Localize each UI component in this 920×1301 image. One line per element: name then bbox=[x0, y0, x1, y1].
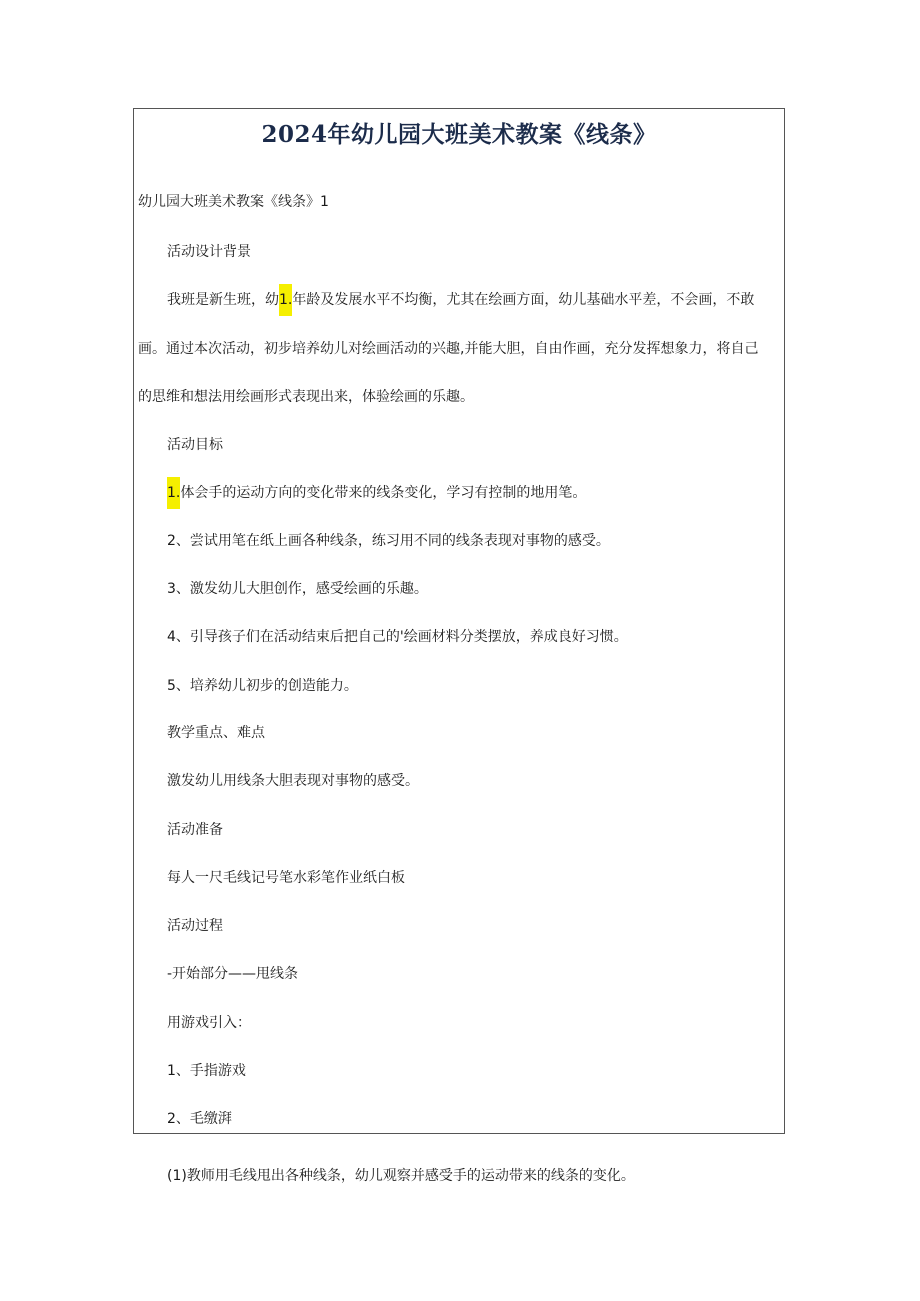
heading-process: 活动过程 bbox=[167, 918, 223, 934]
heading-activity-goals: 活动目标 bbox=[167, 437, 223, 453]
background-text-b: 年龄及发展水平不均衡，尤其在绘画方面，幼儿基础水平差，不会画，不敢 bbox=[292, 292, 755, 308]
goal-item-5: 5、培养幼儿初步的创造能力。 bbox=[167, 678, 358, 694]
background-paragraph-line-2: 画。通过本次活动，初步培养幼儿对绘画活动的兴趣,并能大胆，自由作画，充分发挥想象力，将自己 bbox=[138, 341, 759, 357]
goal-item-3: 3、激发幼儿大胆创作，感受绘画的乐趣。 bbox=[167, 581, 428, 597]
document-subtitle: 幼儿园大班美术教案《线条》1 bbox=[138, 194, 329, 210]
key-points-text: 激发幼儿用线条大胆表现对事物的感受。 bbox=[167, 773, 419, 789]
process-game-2: 2、毛缴湃 bbox=[167, 1111, 232, 1127]
heading-key-points: 教学重点、难点 bbox=[167, 725, 265, 741]
highlight-mark: 1. bbox=[167, 477, 180, 509]
process-start: -开始部分——甩线条 bbox=[167, 966, 299, 982]
process-step-1: (1)教师用毛线甩出各种线条，幼儿观察并感受手的运动带来的线条的变化。 bbox=[167, 1168, 635, 1184]
goal-item-1-text: 体会手的运动方向的变化带来的线条变化，学习有控制的地用笔。 bbox=[180, 485, 587, 501]
heading-activity-background: 活动设计背景 bbox=[167, 244, 251, 260]
goal-item-1 bbox=[167, 483, 586, 503]
background-paragraph-line-3: 的思维和想法用绘画形式表现出来，体验绘画的乐趣。 bbox=[138, 389, 474, 405]
goal-item-2: 2、尝试用笔在纸上画各种线条，练习用不同的线条表现对事物的感受。 bbox=[167, 533, 610, 549]
background-text-a: 我班是新生班，幼 bbox=[167, 292, 279, 308]
document-title: 2024年幼儿园大班美术教案《线条》 bbox=[261, 121, 657, 148]
goal-item-4: 4、引导孩子们在活动结束后把自己的'绘画材料分类摆放，养成良好习惯。 bbox=[167, 629, 628, 645]
highlight-mark: 1. bbox=[279, 284, 292, 316]
preparation-text: 每人一尺毛线记号笔水彩笔作业纸白板 bbox=[167, 870, 405, 886]
process-game-intro: 用游戏引入： bbox=[167, 1015, 251, 1031]
process-game-1: 1、手指游戏 bbox=[167, 1063, 246, 1079]
background-paragraph-line-1 bbox=[167, 290, 754, 310]
heading-preparation: 活动准备 bbox=[167, 822, 223, 838]
